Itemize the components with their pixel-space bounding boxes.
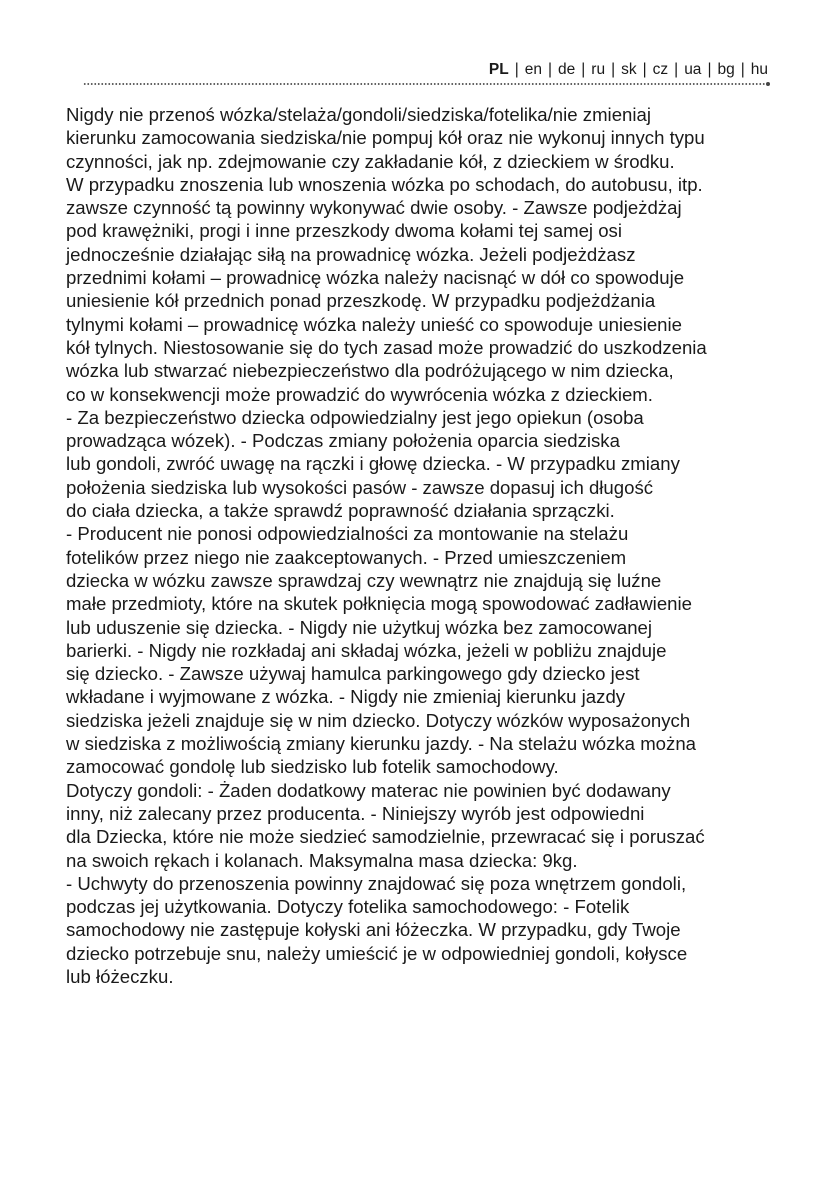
text-line: tylnymi kołami – prowadnicę wózka należy unieść co spowoduje uniesienie <box>66 313 682 335</box>
text-line: kierunku zamocowania siedziska/nie pompuj kół oraz nie wykonuj innych typu <box>66 127 705 149</box>
language-cz[interactable]: cz <box>652 61 669 78</box>
text-line: Dotyczy gondoli: - Żaden dodatkowy materac nie powinien być dodawany <box>66 779 671 801</box>
text-line: co w konsekwencji może prowadzić do wywrócenia wózka z dzieckiem. <box>66 383 653 405</box>
language-selector <box>489 60 768 80</box>
text-line: pod krawężniki, progi i inne przeszkody dwoma kołami tej samej osi <box>66 220 622 242</box>
text-line: Nigdy nie przenoś wózka/stelaża/gondoli/siedziska/fotelika/nie zmieniaj <box>66 104 651 125</box>
text-line: się dziecko. - Zawsze używaj hamulca parkingowego gdy dziecko jest <box>66 663 640 685</box>
language-pl[interactable]: PL <box>488 61 509 78</box>
separator: | <box>642 61 647 78</box>
text-line: małe przedmioty, które na skutek połknięcia mogą spowodować zadławienie <box>66 593 692 615</box>
separator: | <box>674 61 679 78</box>
text-line: W przypadku znoszenia lub wnoszenia wózka po schodach, do autobusu, itp. <box>66 173 703 195</box>
language-en[interactable]: en <box>524 61 542 78</box>
text-line: kół tylnych. Niestosowanie się do tych zasad może prowadzić do uszkodzenia <box>66 336 707 358</box>
safety-instructions-text <box>66 103 796 988</box>
separator: | <box>514 61 519 78</box>
language-ua[interactable]: ua <box>684 61 702 78</box>
separator: | <box>611 61 616 78</box>
text-line: jednocześnie działając siłą na prowadnicę wózka. Jeżeli podjeżdżasz <box>66 243 636 265</box>
text-line: podczas jej użytkowania. Dotyczy fotelika samochodowego: - Fotelik <box>66 896 630 918</box>
text-line: - Uchwyty do przenoszenia powinny znajdować się poza wnętrzem gondoli, <box>66 872 687 894</box>
text-line: dla Dziecka, które nie może siedzieć samodzielnie, przewracać się i poruszać <box>66 826 705 848</box>
text-line: lub uduszenie się dziecka. - Nigdy nie użytkuj wózka bez zamocowanej <box>66 616 653 638</box>
separator: | <box>707 61 712 78</box>
text-line: do ciała dziecka, a także sprawdź poprawność działania sprzączki. <box>66 500 615 522</box>
language-sk[interactable]: sk <box>621 61 637 78</box>
text-line: lub łóżeczku. <box>66 965 174 987</box>
divider-end-dot <box>766 82 770 86</box>
dotted-divider <box>83 83 768 85</box>
language-de[interactable]: de <box>558 61 576 78</box>
text-line: barierki. - Nigdy nie rozkładaj ani składaj wózka, jeżeli w pobliżu znajduje <box>66 639 667 661</box>
text-line: - Za bezpieczeństwo dziecka odpowiedzialny jest jego opiekun (osoba <box>66 406 644 428</box>
text-line: wkładane i wyjmowane z wózka. - Nigdy nie zmieniaj kierunku jazdy <box>66 686 626 708</box>
separator: | <box>547 61 553 78</box>
language-ru[interactable]: ru <box>591 61 606 78</box>
text-line: w siedziska z możliwością zmiany kierunku jazdy. - Na stelażu wózka można <box>66 733 696 755</box>
text-line: - Producent nie ponosi odpowiedzialności za montowanie na stelażu <box>66 523 629 545</box>
text-line: lub gondoli, zwróć uwagę na rączki i głowę dziecka. - W przypadku zmiany <box>66 453 680 475</box>
text-line: przednimi kołami – prowadnicę wózka należy nacisnąć w dół co spowoduje <box>66 267 685 289</box>
text-line: położenia siedziska lub wysokości pasów - zawsze dopasuj ich długość <box>66 476 654 498</box>
text-line: siedziska jeżeli znajduje się w nim dziecko. Dotyczy wózków wyposażonych <box>66 709 691 731</box>
separator: | <box>581 61 586 78</box>
text-line: wózka lub stwarzać niebezpieczeństwo dla podróżującego w nim dziecka, <box>66 360 674 382</box>
text-line: uniesienie kół przednich ponad przeszkodę. W przypadku podjeżdżania <box>66 290 656 312</box>
language-hu[interactable]: hu <box>750 61 768 78</box>
text-line: prowadząca wózek). - Podczas zmiany położenia oparcia siedziska <box>66 430 620 452</box>
text-line: dziecko potrzebuje snu, należy umieścić je w odpowiedniej gondoli, kołysce <box>66 942 688 964</box>
text-line: na swoich rękach i kolanach. Maksymalna masa dziecka: 9kg. <box>66 849 578 871</box>
separator: | <box>740 61 745 78</box>
text-line: zawsze czynność tą powinny wykonywać dwie osoby. - Zawsze podjeżdżaj <box>66 197 682 219</box>
text-line: inny, niż zalecany przez producenta. - Niniejszy wyrób jest odpowiedni <box>66 802 645 824</box>
text-line: czynności, jak np. zdejmowanie czy zakładanie kół, z dzieckiem w środku. <box>66 150 675 172</box>
text-line: fotelików przez niego nie zaakceptowanych. - Przed umieszczeniem <box>66 546 627 568</box>
text-line: zamocować gondolę lub siedzisko lub fotelik samochodowy. <box>66 756 559 778</box>
language-bg[interactable]: bg <box>717 61 735 78</box>
text-line: samochodowy nie zastępuje kołyski ani łóżeczka. W przypadku, gdy Twoje <box>66 919 681 941</box>
text-line: dziecka w wózku zawsze sprawdzaj czy wewnątrz nie znajdują się luźne <box>66 569 662 591</box>
